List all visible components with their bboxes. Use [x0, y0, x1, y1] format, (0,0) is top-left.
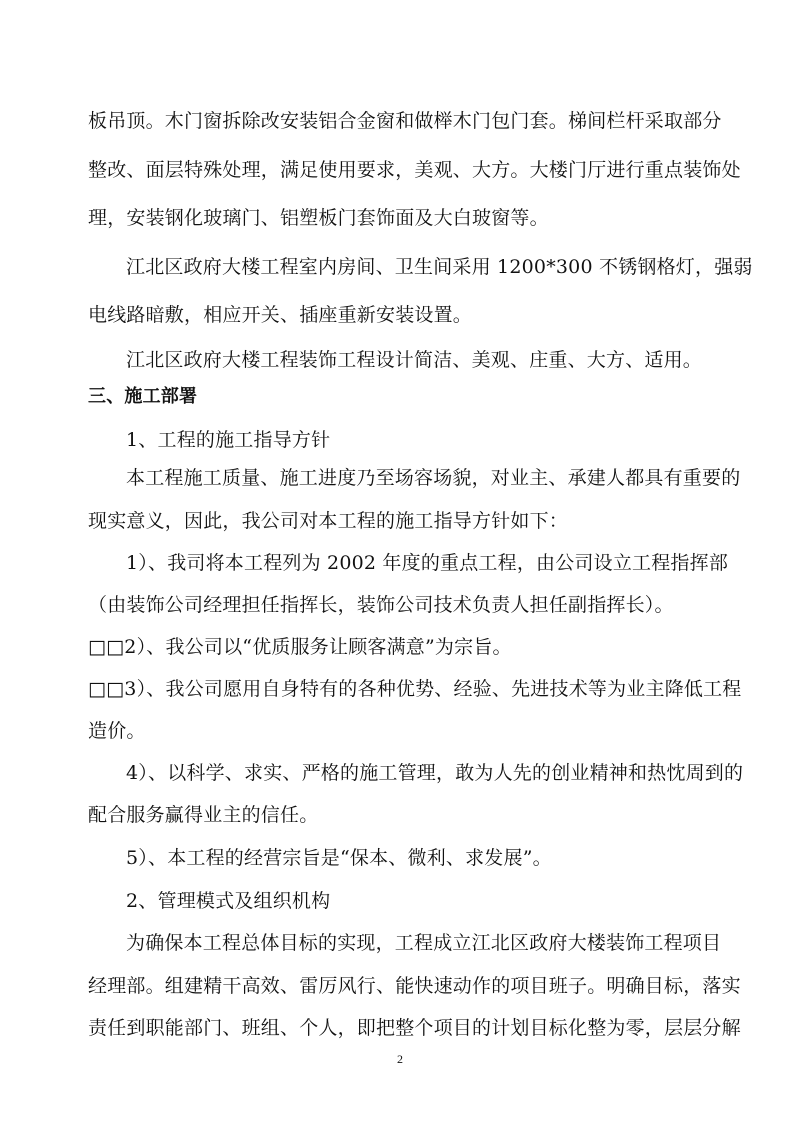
text-line: 本工程施工质量、施工进度乃至场容场貌，对业主、承建人都具有重要的 [126, 467, 741, 489]
text-line: 整改、面层特殊处理，满足使用要求，美观、大方。大楼门厅进行重点装饰处 [88, 159, 741, 181]
subsection-heading: 1、工程的施工指导方针 [126, 429, 331, 451]
text-line: □□3）、我公司愿用自身特有的各种优势、经验、先进技术等为业主降低工程 [88, 678, 742, 700]
section-heading: 三、施工部署 [88, 386, 198, 407]
text-line: 4）、以科学、求实、严格的施工管理，敢为人先的创业精神和热忱周到的 [126, 762, 744, 784]
text-line: 江北区政府大楼工程室内房间、卫生间采用 1200*300 不锈钢格灯，强弱 [126, 256, 753, 278]
text-line: 配合服务赢得业主的信任。 [88, 804, 319, 826]
text-line: 经理部。组建精干高效、雷厉风行、能快速动作的项目班子。明确目标，落实 [88, 975, 741, 997]
text-line: 5）、本工程的经营宗旨是“保本、微利、求发展”。 [126, 847, 552, 869]
text-line: （由装饰公司经理担任指挥长，装饰公司技术负责人担任副指挥长）。 [88, 594, 674, 616]
text-line: 电线路暗敷，相应开关、插座重新安装设置。 [88, 304, 473, 326]
text-line: 江北区政府大楼工程装饰工程设计简洁、美观、庄重、大方、适用。 [126, 349, 703, 371]
text-line: 1）、我司将本工程列为 2002 年度的重点工程，由公司设立工程指挥部 [126, 552, 729, 574]
text-line: □□2）、我公司以“优质服务让顾客满意”为宗旨。 [88, 636, 512, 658]
text-line: 板吊顶。木门窗拆除改安装铝合金窗和做榉木门包门套。梯间栏杆采取部分 [88, 110, 722, 132]
page-number: 2 [397, 1052, 403, 1066]
subsection-heading: 2、管理模式及组织机构 [126, 890, 331, 912]
text-line: 为确保本工程总体目标的实现，工程成立江北区政府大楼装饰工程项目 [126, 932, 722, 954]
text-line: 理，安装钢化玻璃门、铝塑板门套饰面及大白玻窗等。 [88, 207, 549, 229]
text-line: 现实意义，因此，我公司对本工程的施工指导方针如下： [88, 510, 569, 532]
text-line: 造价。 [88, 720, 146, 742]
text-line: 责任到职能部门、班组、个人，即把整个项目的计划目标化整为零，层层分解 [88, 1017, 741, 1039]
